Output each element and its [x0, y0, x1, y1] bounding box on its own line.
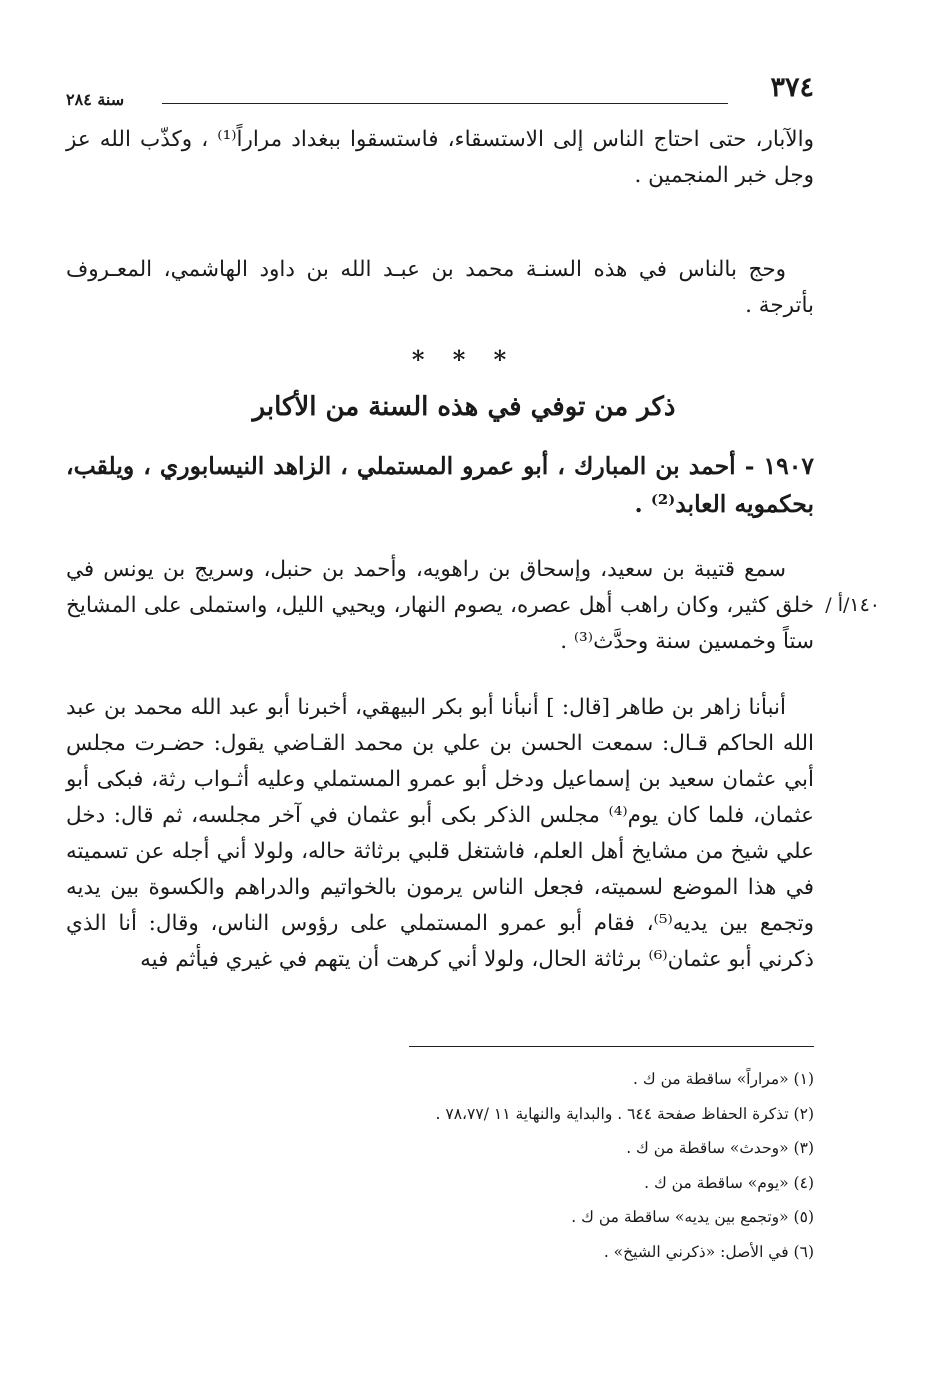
manuscript-folio-marker: ١٤٠/أ /: [825, 594, 880, 616]
paragraph-hajj-leader: وحج بالناس في هذه السنـة محمد بن عبـد الله بن داود الهاشمي، المعـروف بأترجة .: [66, 257, 814, 318]
header-rule: [162, 103, 728, 104]
biography-paragraph-2: أنبأنا زاهر بن طاهر [قال: ] أنبأنا أبو بكر البيهقي، أخبرنا أبو عبد الله محمد بن عبد الله الحاكم قـال: سمعت الحسن بن علي بن محمد القـاضي يقول: حضـرت مجلس أبي عثمان سعيد بن إسماعيل ودخل أبو عمرو المستملي وعليه أثـواب رثة، فبكى أبو عثمان، فلما كان يوم⁽⁴⁾ مجلس الذكر بكى أبو عثمان في آخر مجلسه، ثم قال: دخل علي شيخ من مشايخ أهل العلم، فاشتغل قلبي برثاثة حاله، ولولا أني أجله عن تسميته في هذا الموضع لسميته، فجعل الناس يرمون بالخواتيم والدراهم والكسوة بين يديه وتجمع بين يديه⁽⁵⁾، فقام أبو عمرو المستملي على رؤوس الناس، وقال: أنا الذي ذكرني أبو عثمان⁽⁶⁾ برثاثة الحال، ولولا أني كرهت أن يتهم في غيري فيأثم فيه: [66, 695, 814, 972]
footnote-6: (٦) في الأصل: «ذكرني الشيخ» .: [603, 1242, 814, 1261]
section-title: ذكر من توفي في هذه السنة من الأكابر: [252, 392, 676, 422]
section-separator: * * *: [411, 345, 517, 374]
footnote-5: (٥) «وتجمع بين يديه» ساقطة من ك .: [571, 1208, 814, 1226]
footnote-2: (٢) تذكرة الحفاظ صفحة ٦٤٤ . والبداية والنهاية ١١ /٧٨،٧٧ .: [435, 1104, 814, 1123]
running-head-year: سنة ٢٨٤: [66, 90, 125, 109]
biography-entry-heading: ١٩٠٧ - أحمد بن المبارك ، أبو عمرو المستملي ، الزاهد النيسابوري ، ويلقب، بحكمويه العابد⁽²⁾ .: [66, 452, 814, 518]
page-number: ٣٧٤: [770, 72, 814, 103]
footnote-3: (٣) «وحدث» ساقطة من ك .: [626, 1139, 814, 1157]
footnotes: [94, 1062, 814, 1269]
page-header: [66, 72, 814, 112]
paragraph-rain-prayer: والآبار، حتى احتاج الناس إلى الاستسقاء، فاستسقوا ببغداد مراراً⁽¹⁾ ، وكذّب الله عز وجل خبر المنجمين .: [66, 127, 814, 188]
footnote-4: (٤) «يوم» ساقطة من ك .: [644, 1173, 814, 1192]
footnote-1: (١) «مراراً» ساقطة من ك .: [633, 1070, 814, 1088]
biography-paragraph-1: سمع قتيبة بن سعيد، وإسحاق بن راهويه، وأحمد بن حنبل، وسريج بن يونس في خلق كثير، وكان راهب أهل عصره، يصوم النهار، ويحيي الليل، واستملى على المشايخ ستاً وخمسين سنة وحدَّث⁽³⁾ .: [66, 557, 814, 654]
footnote-rule: [409, 1046, 814, 1047]
